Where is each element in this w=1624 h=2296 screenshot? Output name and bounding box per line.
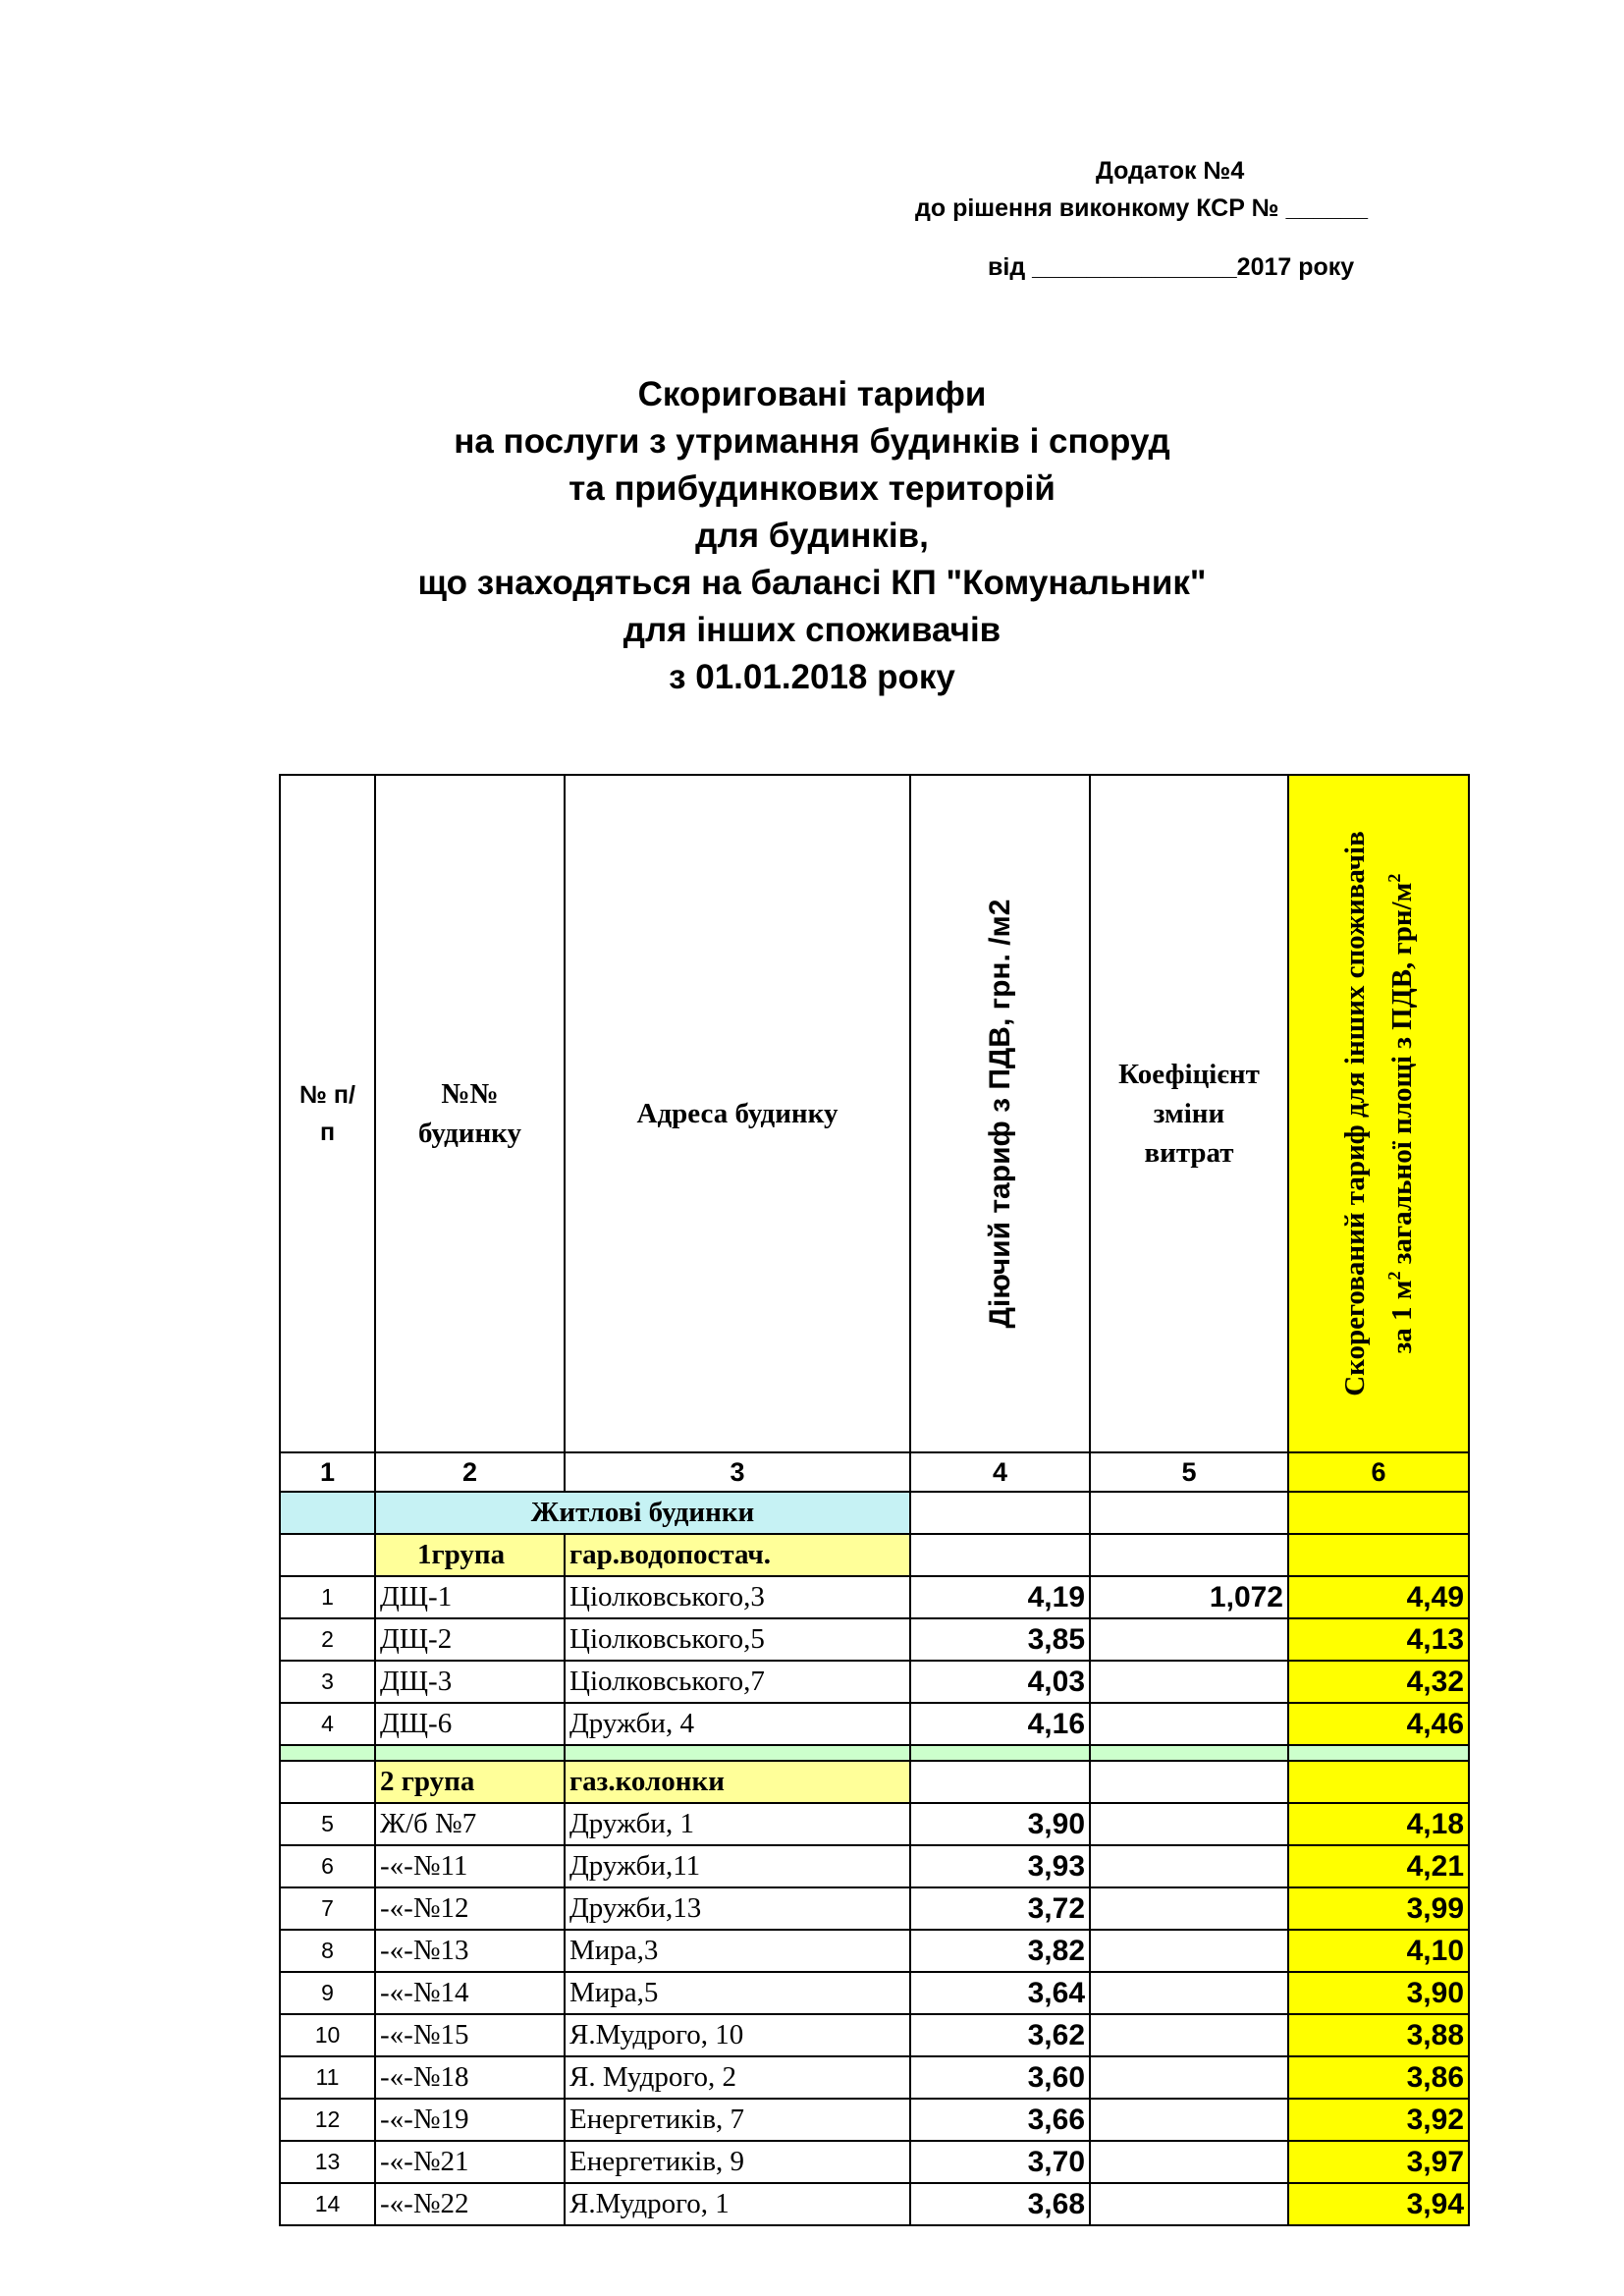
title-line: з 01.01.2018 року <box>669 658 955 696</box>
row-adjusted-tariff: 4,46 <box>1288 1703 1469 1745</box>
row-index: 5 <box>280 1803 375 1845</box>
row-current-tariff: 3,66 <box>910 2099 1090 2141</box>
row-address: Ціолковського,5 <box>565 1618 910 1661</box>
row-current-tariff: 3,62 <box>910 2014 1090 2056</box>
row-adjusted-tariff: 3,99 <box>1288 1887 1469 1930</box>
table-row <box>280 1703 1469 1745</box>
row-index: 13 <box>280 2141 375 2183</box>
row-coefficient <box>1090 1887 1288 1930</box>
row-address: Я. Мудрого, 2 <box>565 2056 910 2099</box>
row-address: Енергетиків, 9 <box>565 2141 910 2183</box>
group-name: 1група <box>375 1534 565 1576</box>
row-adjusted-tariff: 3,86 <box>1288 2056 1469 2099</box>
row-current-tariff: 3,68 <box>910 2183 1090 2225</box>
row-address: Мира,3 <box>565 1930 910 1972</box>
row-coefficient <box>1090 2056 1288 2099</box>
title-line: Скориговані тарифи <box>637 375 987 413</box>
row-adjusted-tariff: 4,10 <box>1288 1930 1469 1972</box>
row-index: 1 <box>280 1576 375 1618</box>
row-address: Енергетиків, 7 <box>565 2099 910 2141</box>
row-house: -«-№19 <box>375 2099 565 2141</box>
section-row <box>280 1492 1469 1534</box>
row-current-tariff: 3,82 <box>910 1930 1090 1972</box>
separator-row <box>280 1745 1469 1761</box>
row-address: Дружби,13 <box>565 1887 910 1930</box>
row-coefficient <box>1090 1930 1288 1972</box>
table-row <box>280 1576 1469 1618</box>
row-adjusted-tariff: 3,97 <box>1288 2141 1469 2183</box>
appendix-date: від _______________2017 року <box>988 253 1355 281</box>
table-row <box>280 1972 1469 2014</box>
document-title <box>0 371 1624 701</box>
table-row <box>280 2099 1469 2141</box>
row-address: Я.Мудрого, 1 <box>565 2183 910 2225</box>
row-house: -«-№14 <box>375 1972 565 2014</box>
row-index: 7 <box>280 1887 375 1930</box>
header-house-number: №№ будинку <box>375 775 565 1452</box>
title-line: що знаходяться на балансі КП "Комунальник" <box>417 564 1207 602</box>
row-house: -«-№12 <box>375 1887 565 1930</box>
row-current-tariff: 3,93 <box>910 1845 1090 1887</box>
table-row <box>280 2014 1469 2056</box>
group-row <box>280 1534 1469 1576</box>
row-house: ДЩ-2 <box>375 1618 565 1661</box>
appendix-number: Додаток №4 <box>1096 157 1245 185</box>
row-house: -«-№21 <box>375 2141 565 2183</box>
row-index: 2 <box>280 1618 375 1661</box>
appendix-decision: до рішення виконкому КСР № ______ <box>915 194 1369 222</box>
table-row <box>280 1845 1469 1887</box>
row-address: Ціолковського,3 <box>565 1576 910 1618</box>
row-house: ДЩ-1 <box>375 1576 565 1618</box>
row-current-tariff: 3,90 <box>910 1803 1090 1845</box>
row-adjusted-tariff: 3,94 <box>1288 2183 1469 2225</box>
table-row <box>280 2141 1469 2183</box>
row-current-tariff: 3,72 <box>910 1887 1090 1930</box>
row-house: -«-№11 <box>375 1845 565 1887</box>
row-address: Дружби, 1 <box>565 1803 910 1845</box>
row-house: -«-№18 <box>375 2056 565 2099</box>
row-house: Ж/б №7 <box>375 1803 565 1845</box>
row-current-tariff: 4,16 <box>910 1703 1090 1745</box>
row-coefficient: 1,072 <box>1090 1576 1288 1618</box>
row-index: 6 <box>280 1845 375 1887</box>
row-house: ДЩ-6 <box>375 1703 565 1745</box>
row-coefficient <box>1090 1845 1288 1887</box>
header-row <box>280 775 1469 1452</box>
tariff-table <box>279 774 1470 2226</box>
row-coefficient <box>1090 1803 1288 1845</box>
row-address: Дружби, 4 <box>565 1703 910 1745</box>
header-coefficient: Коефіцієнт зміни витрат <box>1090 775 1288 1452</box>
row-current-tariff: 3,60 <box>910 2056 1090 2099</box>
row-index: 11 <box>280 2056 375 2099</box>
title-line: для будинків, <box>695 517 929 555</box>
row-index: 4 <box>280 1703 375 1745</box>
group-type: газ.колонки <box>565 1761 910 1803</box>
section-label: Житлові будинки <box>375 1492 910 1534</box>
row-address: Ціолковського,7 <box>565 1661 910 1703</box>
row-current-tariff: 3,64 <box>910 1972 1090 2014</box>
row-current-tariff: 4,03 <box>910 1661 1090 1703</box>
table-row <box>280 1618 1469 1661</box>
group-row <box>280 1761 1469 1803</box>
table-row <box>280 2183 1469 2225</box>
title-line: для інших споживачів <box>623 611 1001 649</box>
row-coefficient <box>1090 2183 1288 2225</box>
row-adjusted-tariff: 3,92 <box>1288 2099 1469 2141</box>
table-row <box>280 1661 1469 1703</box>
row-coefficient <box>1090 2014 1288 2056</box>
row-house: -«-№13 <box>375 1930 565 1972</box>
row-address: Мира,5 <box>565 1972 910 2014</box>
row-adjusted-tariff: 4,49 <box>1288 1576 1469 1618</box>
row-adjusted-tariff: 4,21 <box>1288 1845 1469 1887</box>
row-current-tariff: 3,70 <box>910 2141 1090 2183</box>
row-coefficient <box>1090 1661 1288 1703</box>
header-index: № п/ п <box>280 775 375 1452</box>
title-line: та прибудинкових територій <box>568 469 1056 508</box>
row-coefficient <box>1090 2099 1288 2141</box>
row-house: -«-№22 <box>375 2183 565 2225</box>
table-row <box>280 2056 1469 2099</box>
row-address: Я.Мудрого, 10 <box>565 2014 910 2056</box>
row-adjusted-tariff: 3,88 <box>1288 2014 1469 2056</box>
table-row <box>280 1887 1469 1930</box>
row-index: 12 <box>280 2099 375 2141</box>
header-address: Адреса будинку <box>565 775 910 1452</box>
row-current-tariff: 4,19 <box>910 1576 1090 1618</box>
table-row <box>280 1930 1469 1972</box>
row-coefficient <box>1090 2141 1288 2183</box>
row-coefficient <box>1090 1972 1288 2014</box>
group-type: гар.водопостач. <box>565 1534 910 1576</box>
row-adjusted-tariff: 3,90 <box>1288 1972 1469 2014</box>
row-index: 14 <box>280 2183 375 2225</box>
row-house: -«-№15 <box>375 2014 565 2056</box>
row-adjusted-tariff: 4,13 <box>1288 1618 1469 1661</box>
row-coefficient <box>1090 1618 1288 1661</box>
row-index: 3 <box>280 1661 375 1703</box>
row-current-tariff: 3,85 <box>910 1618 1090 1661</box>
row-index: 9 <box>280 1972 375 2014</box>
title-line: на послуги з утримання будинків і споруд <box>454 422 1170 461</box>
column-number-row: 1 2 3 4 5 6 <box>280 1452 1469 1492</box>
header-adjusted-tariff: Скорегований тариф для інших споживачів за 1 $м^2$ загальної площі з ПДВ, грн/$м^2$ <box>1288 775 1469 1452</box>
row-coefficient <box>1090 1703 1288 1745</box>
row-adjusted-tariff: 4,32 <box>1288 1661 1469 1703</box>
row-house: ДЩ-3 <box>375 1661 565 1703</box>
header-current-tariff: Діючий тариф з ПДВ, грн. /м2 <box>910 775 1090 1452</box>
row-index: 10 <box>280 2014 375 2056</box>
row-adjusted-tariff: 4,18 <box>1288 1803 1469 1845</box>
row-address: Дружби,11 <box>565 1845 910 1887</box>
table-row <box>280 1803 1469 1845</box>
group-name: 2 група <box>375 1761 565 1803</box>
row-index: 8 <box>280 1930 375 1972</box>
